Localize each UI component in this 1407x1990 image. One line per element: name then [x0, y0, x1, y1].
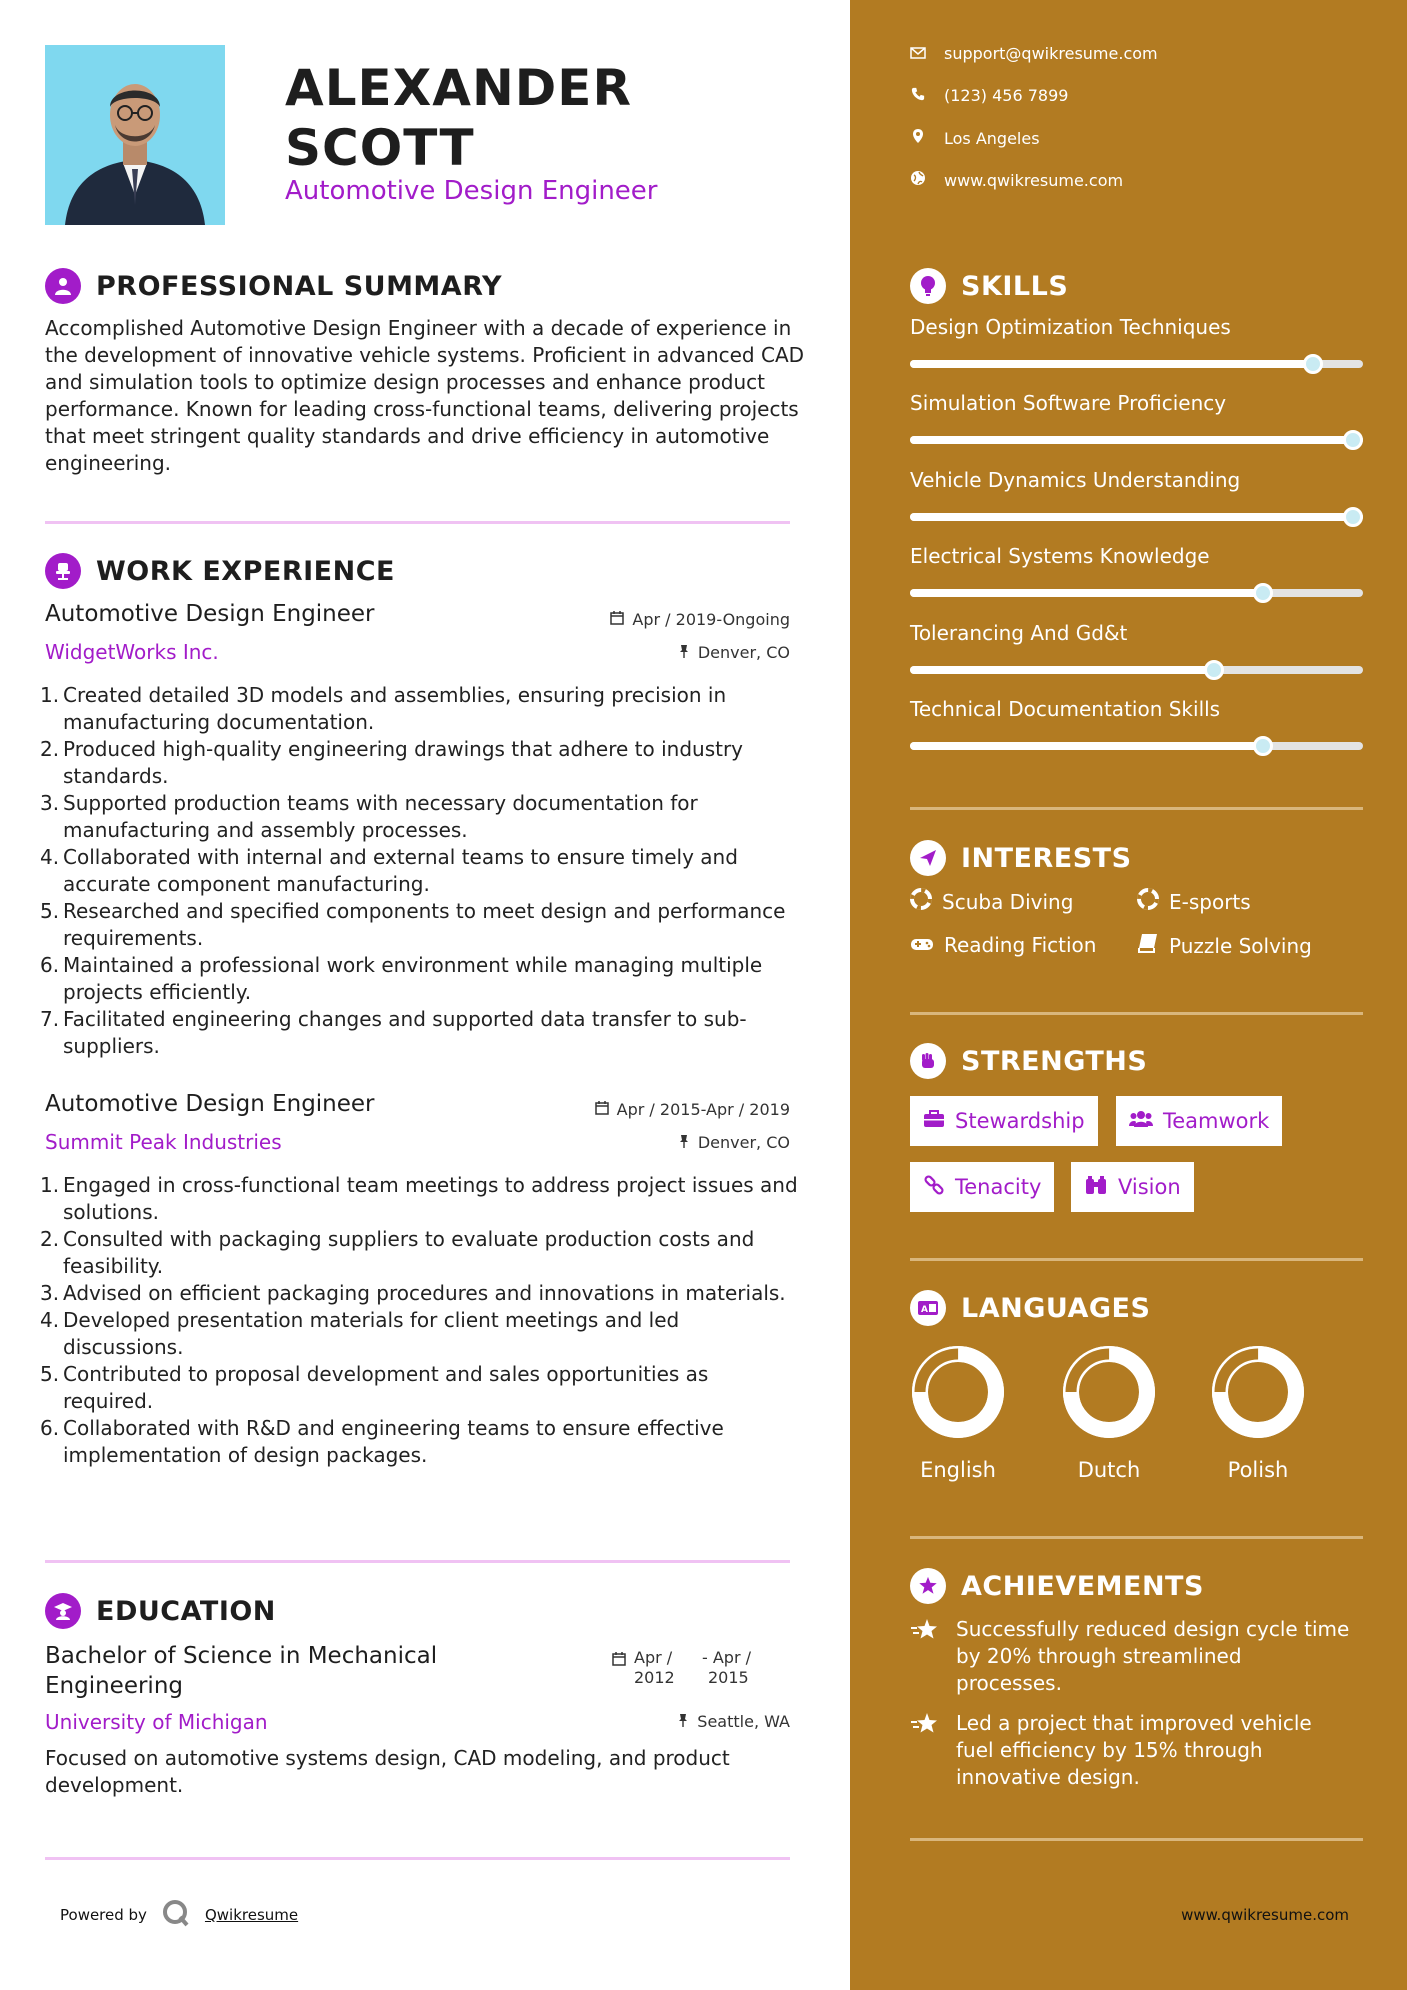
candidate-title: Automotive Design Engineer: [285, 176, 658, 206]
divider: [910, 1258, 1363, 1261]
achievements-title: ACHIEVEMENTS: [961, 1570, 1204, 1602]
start-date-line-1: Apr /: [634, 1648, 673, 1667]
interest-item: [1137, 888, 1251, 915]
gamepad-icon: [910, 933, 934, 957]
languages-title: LANGUAGES: [961, 1292, 1151, 1324]
star-badge-icon: [910, 1568, 946, 1604]
school-location: [677, 1712, 790, 1731]
skill-name: Tolerancing And Gd&t: [910, 620, 1128, 645]
profile-photo: [45, 45, 225, 225]
language-level-ring: [1208, 1342, 1308, 1442]
list-item: 6. Collaborated with R&D and engineering teams to ensure effective implementation of design packages.: [40, 1416, 724, 1467]
skill-bar-fill: [910, 436, 1363, 444]
job-date-text: Apr / 2015-Apr / 2019: [616, 1100, 790, 1119]
contact-website[interactable]: [910, 170, 1123, 190]
strength-tag: [910, 1162, 1054, 1212]
divider: [45, 1857, 790, 1860]
binoculars-icon: [1084, 1175, 1108, 1200]
skill-bar-fill: [910, 360, 1313, 368]
language-icon: [910, 1290, 946, 1326]
name-line-2: SCOTT: [285, 119, 475, 177]
brand-link[interactable]: Qwikresume: [204, 1906, 299, 1924]
star-icon: [910, 1710, 942, 1791]
paper-plane-icon: [910, 840, 946, 876]
languages-heading: [910, 1290, 1150, 1326]
name-line-1: ALEXANDER: [285, 59, 632, 117]
pin-icon: [677, 1712, 689, 1731]
interests-title: INTERESTS: [961, 842, 1132, 874]
contact-phone[interactable]: [910, 86, 1068, 105]
skill-bar: [910, 742, 1363, 750]
achievement-text: Led a project that improved vehicle fuel efficiency by 15% through innovative design.: [956, 1711, 1312, 1789]
school-name: University of Michigan: [45, 1710, 268, 1734]
divider: [910, 1536, 1363, 1539]
skill-bar: [910, 436, 1363, 444]
interest-label: Puzzle Solving: [1169, 933, 1312, 958]
work-title: WORK EXPERIENCE: [96, 555, 395, 587]
contact-location-text: Los Angeles: [944, 128, 1040, 148]
skill-bar: [910, 513, 1363, 521]
skill-name: Electrical Systems Knowledge: [910, 544, 1210, 569]
skill-bar: [910, 589, 1363, 597]
work-heading: [45, 553, 395, 589]
strength-tag: [910, 1096, 1098, 1146]
book-icon: [1137, 933, 1159, 958]
job-title: Automotive Design Engineer: [45, 601, 375, 627]
graduate-icon: [45, 1593, 81, 1629]
footer-powered-by: [60, 1898, 298, 1932]
strength-label: Vision: [1118, 1175, 1181, 1199]
list-item: 3. Advised on efficient packaging procedures and innovations in materials.: [40, 1281, 786, 1305]
language-label: Polish: [1227, 1458, 1289, 1482]
skill-level-knob: [1343, 507, 1363, 527]
skill-bar-fill: [910, 513, 1363, 521]
skill-name: Vehicle Dynamics Understanding: [910, 467, 1241, 492]
job-title: Automotive Design Engineer: [45, 1091, 375, 1117]
globe-icon: [910, 170, 926, 190]
strengths-heading: [910, 1043, 1147, 1079]
divider: [910, 1012, 1363, 1015]
map-marker-icon: [910, 128, 926, 148]
language-item: [898, 1342, 1018, 1482]
strength-label: Stewardship: [955, 1109, 1085, 1133]
powered-by-text: Powered by: [60, 1906, 147, 1924]
divider: [910, 1838, 1363, 1841]
calendar-icon: [595, 1100, 609, 1119]
skill-bar: [910, 360, 1363, 368]
interest-label: Reading Fiction: [944, 933, 1097, 957]
skill-level-knob: [1204, 660, 1224, 680]
candidate-name: [285, 58, 632, 178]
company-name: Summit Peak Industries: [45, 1130, 282, 1154]
list-item: 7. Facilitated engineering changes and supported data transfer to sub-suppliers.: [40, 1007, 747, 1058]
list-item: 2. Produced high-quality engineering drawings that adhere to industry standards.: [40, 737, 744, 788]
star-icon: [910, 1616, 942, 1697]
strength-label: Tenacity: [955, 1175, 1042, 1199]
skill-bar-fill: [910, 742, 1263, 750]
job-date: [595, 1100, 790, 1119]
strength-label: Teamwork: [1163, 1109, 1270, 1133]
education-heading: [45, 1593, 276, 1629]
contact-location: [910, 128, 1040, 148]
list-item: 1. Engaged in cross-functional team meetings to address project issues and solutions.: [40, 1173, 798, 1224]
qwikresume-logo-icon: [161, 1898, 191, 1932]
users-icon: [1129, 1109, 1153, 1133]
strengths-title: STRENGTHS: [961, 1045, 1148, 1077]
company-name: WidgetWorks Inc.: [45, 640, 219, 664]
skill-bar: [910, 666, 1363, 674]
calendar-icon: [610, 610, 624, 629]
life-ring-icon: [1137, 888, 1159, 915]
chair-icon: [45, 553, 81, 589]
pin-icon: [678, 1133, 690, 1152]
briefcase-icon: [923, 1109, 945, 1133]
education-text: Focused on automotive systems design, CAD modeling, and product development.: [45, 1746, 730, 1797]
skill-name: Design Optimization Techniques: [910, 315, 1231, 339]
skill-name: Technical Documentation Skills: [910, 697, 1221, 721]
svg-text:A: A: [921, 1305, 928, 1315]
start-date-line-2: 2012: [634, 1668, 675, 1687]
end-date-line-1: - Apr /: [702, 1648, 752, 1667]
job-location-text: Denver, CO: [697, 1133, 790, 1152]
list-item: 3. Supported production teams with necessary documentation for manufacturing and assembly processes.: [40, 791, 698, 842]
strength-tag: [1071, 1162, 1194, 1212]
job-date: [610, 610, 790, 629]
contact-website-text: www.qwikresume.com: [944, 170, 1124, 190]
summary-text: Accomplished Automotive Design Engineer with a decade of experience in the development of innovative vehicle systems. Proficient in advanced CAD and simulation tools to optimize design processes and enhance product performance. Known for leading cross-functional teams, delivering projects that meet stringent quality standards and drive efficiency in automotive engineering.: [45, 316, 805, 475]
list-item: 1. Created detailed 3D models and assemblies, ensuring precision in manufacturing documentation.: [40, 683, 727, 734]
job-responsibilities: [40, 682, 800, 1060]
degree-line-1: Bachelor of Science in Mechanical: [45, 1643, 438, 1669]
skills-title: SKILLS: [961, 270, 1069, 302]
job-date-text: Apr / 2019-Ongoing: [632, 610, 790, 629]
interest-label: Scuba Diving: [942, 889, 1074, 914]
end-date-line-2: 2015: [708, 1668, 749, 1687]
contact-email-text: support@qwikresume.com: [944, 44, 1158, 63]
job-location: [678, 643, 790, 662]
skill-name: Simulation Software Proficiency: [910, 391, 1227, 416]
life-ring-icon: [910, 888, 932, 915]
education-dates: [612, 1648, 751, 1688]
interest-item: [910, 888, 1073, 915]
lightbulb-icon: [910, 268, 946, 304]
summary-heading: [45, 268, 502, 304]
school-location-text: Seattle, WA: [697, 1712, 790, 1731]
fist-icon: [910, 1043, 946, 1079]
interests-heading: [910, 840, 1132, 876]
list-item: 5. Researched and specified components to meet design and performance requirements.: [40, 899, 786, 950]
language-item: [1049, 1342, 1169, 1482]
list-item: 6. Maintained a professional work environment while managing multiple projects efficiently.: [40, 953, 763, 1004]
skill-bar-fill: [910, 589, 1263, 597]
skill-bar-fill: [910, 666, 1214, 674]
job-location-text: Denver, CO: [697, 643, 790, 662]
pin-icon: [678, 643, 690, 662]
achievement-item: [910, 1616, 1350, 1697]
divider: [45, 1560, 790, 1563]
contact-email[interactable]: [910, 44, 1158, 63]
job-responsibilities: [40, 1172, 800, 1469]
strength-tag: [1116, 1096, 1282, 1146]
phone-icon: [910, 86, 926, 105]
language-level-ring: [908, 1342, 1008, 1442]
job-location: [678, 1133, 790, 1152]
language-item: [1198, 1342, 1318, 1482]
list-item: 5. Contributed to proposal development and sales opportunities as required.: [40, 1362, 709, 1413]
link-icon: [923, 1174, 945, 1201]
interest-label: E-sports: [1169, 889, 1251, 914]
summary-title: PROFESSIONAL SUMMARY: [96, 270, 503, 302]
envelope-icon: [910, 44, 926, 63]
degree-title: [45, 1641, 565, 1701]
interest-item: [1137, 933, 1312, 958]
language-label: English: [920, 1458, 996, 1482]
degree-line-2: Engineering: [45, 1673, 183, 1699]
divider: [45, 521, 790, 524]
skills-heading: [910, 268, 1068, 304]
achievements-heading: [910, 1568, 1204, 1604]
achievement-item: [910, 1710, 1350, 1791]
language-level-ring: [1059, 1342, 1159, 1442]
calendar-icon: [612, 1648, 626, 1688]
education-title: EDUCATION: [96, 1595, 276, 1627]
achievement-text: Successfully reduced design cycle time by 20% through streamlined processes.: [956, 1617, 1350, 1695]
contact-phone-text: (123) 456 7899: [944, 86, 1069, 105]
divider: [910, 807, 1363, 810]
list-item: 4. Developed presentation materials for client meetings and led discussions.: [40, 1308, 680, 1359]
interest-item: [910, 933, 1096, 957]
language-label: Dutch: [1077, 1458, 1141, 1482]
list-item: 2. Consulted with packaging suppliers to evaluate production costs and feasibility.: [40, 1227, 755, 1278]
footer-website[interactable]: www.qwikresume.com: [1181, 1906, 1349, 1924]
list-item: 4. Collaborated with internal and external teams to ensure timely and accurate component manufacturing.: [40, 845, 738, 896]
user-icon: [45, 268, 81, 304]
